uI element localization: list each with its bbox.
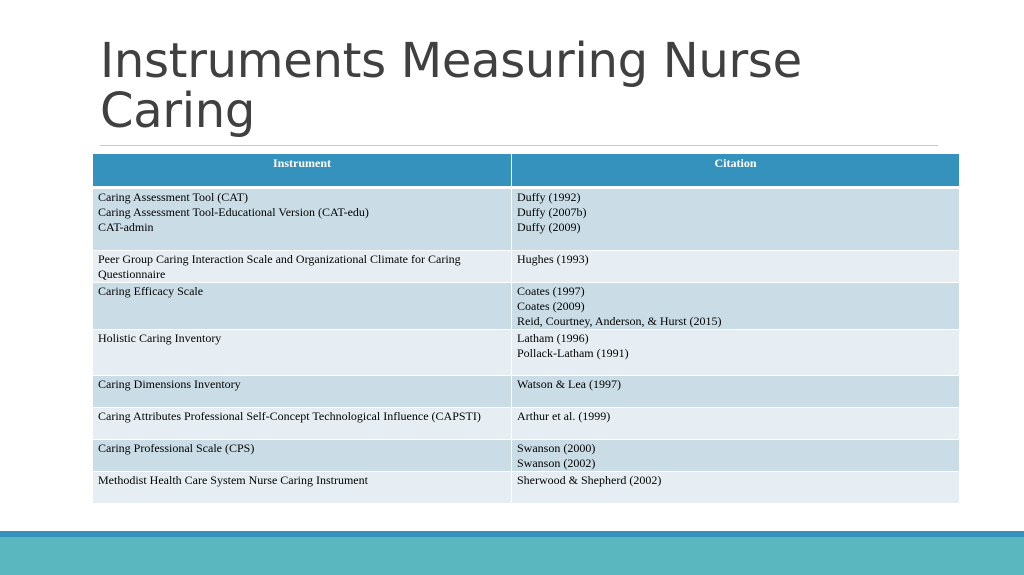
instrument-cell: Caring Attributes Professional Self-Concept Technological Influence (CAPSTI)	[93, 408, 512, 440]
table-row	[93, 283, 960, 330]
table-row	[93, 330, 960, 376]
citation-cell: Arthur et al. (1999)	[512, 408, 960, 440]
header-citation: Citation	[512, 154, 960, 188]
citation-cell: Coates (1997) Coates (2009) Reid, Courtney, Anderson, & Hurst (2015)	[512, 283, 960, 330]
header-instrument: Instrument	[93, 154, 512, 188]
instrument-cell: Caring Dimensions Inventory	[93, 376, 512, 408]
table-header-row	[93, 154, 960, 188]
table-row	[93, 440, 960, 472]
instrument-cell: Holistic Caring Inventory	[93, 330, 512, 376]
citation-cell: Sherwood & Shepherd (2002)	[512, 472, 960, 504]
instruments-table	[92, 153, 960, 504]
table-row	[93, 188, 960, 251]
table-row	[93, 472, 960, 504]
instrument-cell: Caring Assessment Tool (CAT) Caring Assessment Tool-Educational Version (CAT-edu) CAT-admin	[93, 188, 512, 251]
footer-band	[0, 537, 1024, 575]
title-divider	[100, 145, 938, 146]
citation-cell: Watson & Lea (1997)	[512, 376, 960, 408]
instrument-cell: Peer Group Caring Interaction Scale and Organizational Climate for Caring Questionnaire	[93, 251, 512, 283]
slide-title: Instruments Measuring Nurse Caring	[100, 33, 802, 139]
table-row	[93, 408, 960, 440]
instrument-cell: Methodist Health Care System Nurse Caring Instrument	[93, 472, 512, 504]
instrument-cell: Caring Professional Scale (CPS)	[93, 440, 512, 472]
citation-cell: Duffy (1992) Duffy (2007b) Duffy (2009)	[512, 188, 960, 251]
instrument-cell: Caring Efficacy Scale	[93, 283, 512, 330]
table-row	[93, 376, 960, 408]
citation-cell: Hughes (1993)	[512, 251, 960, 283]
citation-cell: Latham (1996) Pollack-Latham (1991)	[512, 330, 960, 376]
table-row	[93, 251, 960, 283]
citation-cell: Swanson (2000) Swanson (2002)	[512, 440, 960, 472]
